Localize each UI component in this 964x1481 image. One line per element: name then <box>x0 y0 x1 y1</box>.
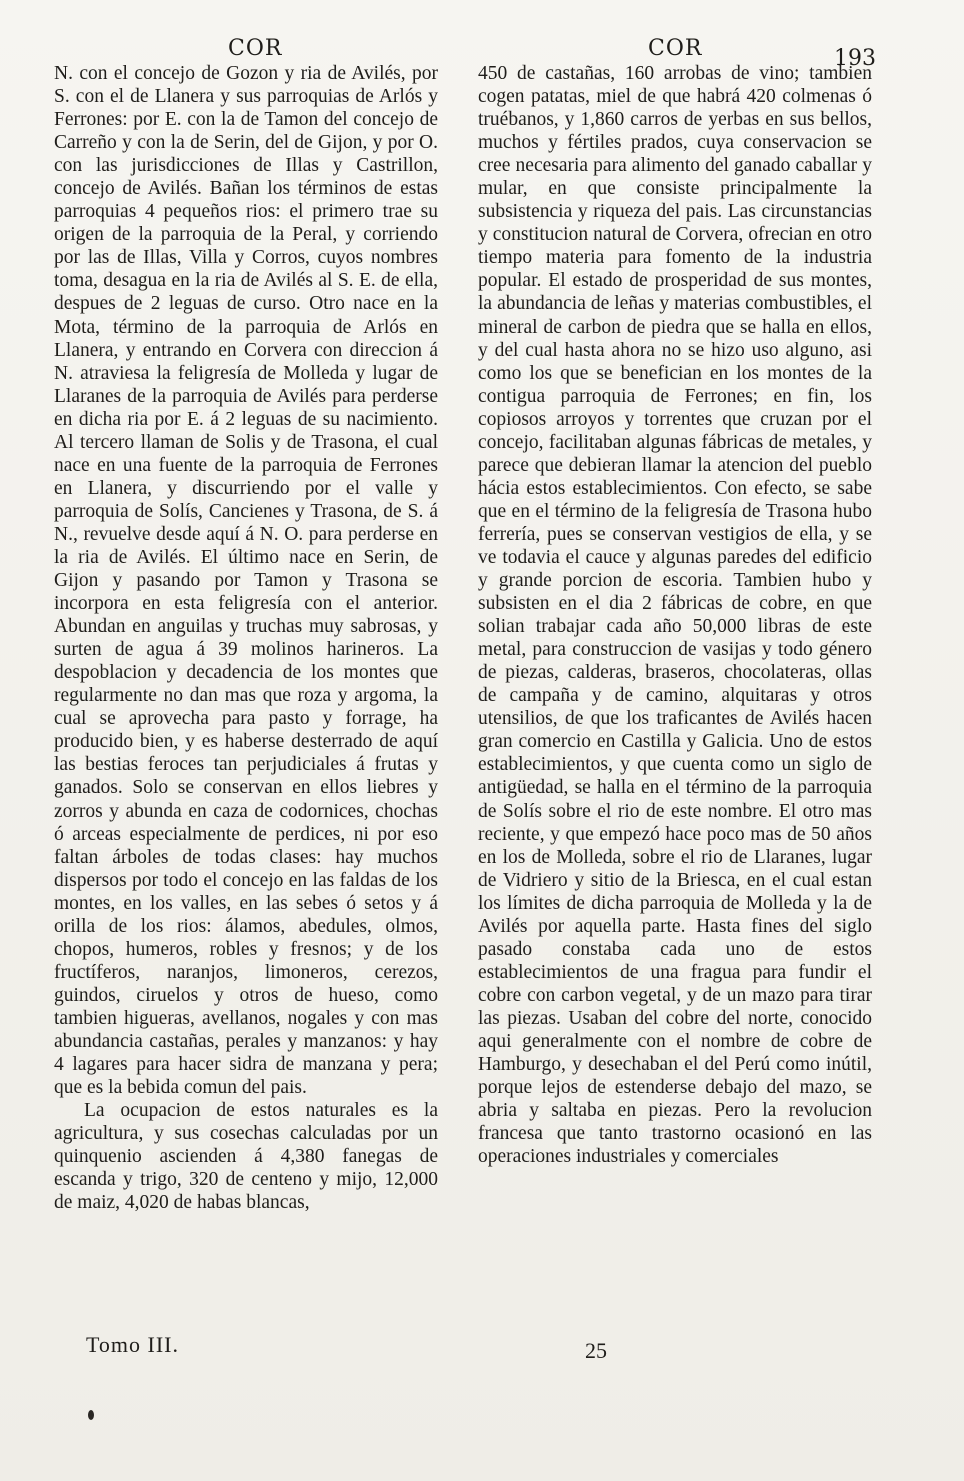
left-column <box>54 62 438 1214</box>
right-column <box>478 62 872 1168</box>
page-footer <box>0 1332 964 1372</box>
header-right-word: COR <box>648 36 703 61</box>
volume-signature: Tomo III. <box>86 1332 179 1357</box>
ink-speck <box>88 1410 94 1420</box>
left-paragraph-1: N. con el concejo de Gozon y ria de Avilés, por S. con el de Llanera y sus parroquias de Arlós y Ferrones: por E. con la de Tamon del concejo de Carreño y con la de Serin, del de Gijon, y por O. con las jurisdicciones de Illas y Castrillon, concejo de Avilés. Bañan los términos de estas parroquias 4 pequeños rios: el primero trae su origen de la parroquia de la Peral, y corriendo por las de Illas, Villa y Corros, cuyos nombres toma, desagua en la ria de Avilés al S. E. de ella, despues de 2 leguas de curso. Otro nace en la Mota, término de la parroquia de Arlós en Llanera, y entrando en Corvera con direccion á N. atraviesa la feligresía de Molleda y lugar de Llaranes de la parroquia de Avilés para perderse en dicha ria por E. á 2 leguas de su nacimiento. Al tercero llaman de Solis y de Trasona, el cual nace en una fuente de la parroquia de Ferrones en Llanera, y discurriendo por el valle y parroquia de Solís, Cancienes y Trasona, de S. á N., revuelve desde aquí á N. O. para perderse en la ria de Avilés. El último nace en Serin, de Gijon y pasando por Tamon y Trasona se incorpora en esta feligresía con el anterior. Abundan en anguilas y truchas muy sabrosas, y surten de agua á 39 molinos harineros. La despoblacion y decadencia de los montes que regularmente no dan mas que roza y argoma, la cual se aprovecha para pasto y forrage, ha producido bien, y es haberse desterrado de aquí las bestias feroces tan perjudiciales á frutas y ganados. Solo se conservan en ellos liebres y zorros y abunda en caza de codornices, chochas ó arceas especialmente de perdices, ni por eso faltan árboles de todas clases: hay muchos dispersos por todo el concejo en las faldas de los montes, en los valles, en las sebes ó setos y á orilla de los rios: álamos, abedules, olmos, chopos, humeros, robles y fresnos; y de los fructíferos, naranjos, limoneros, cerezos, guindos, ciruelos y otros de hueso, como tambien higueras, avellanos, nogales y con mas abundancia castañas, perales y manzanos: y hay 4 lagares para hacer sidra de manzana y pera; que es la bebida comun del pais. <box>54 63 438 1099</box>
sheet-number: 25 <box>585 1338 607 1363</box>
page-number: 193 <box>834 46 876 71</box>
right-paragraph-1: 450 de castañas, 160 arrobas de vino; tambien cogen patatas, miel de que habrá 420 colmenas ó truébanos, y 1,860 carros de yerbas en sus bellos, muchos y fértiles prados, cuya conservacion se cree necesaria para alimento del ganado caballar y mular, en que consiste principalmente la subsistencia y riqueza del pais. Las circunstancias y constitucion natural de Corvera, ofrecian en otro tiempo materia para fomento de la industria popular. El estado de prosperidad de sus montes, la abundancia de leñas y materias combustibles, el mineral de carbon de piedra que se halla en ellos, y del cual hasta ahora no se hizo uso alguno, asi como los que se benefician en los montes de la contigua parroquia de Ferrones; en fin, los copiosos arroyos y torrentes que cruzan por el concejo, facilitaban algunas fábricas de metales, y parece que debieran llamar la atencion del pueblo hácia estos establecimientos. Con efecto, se sabe que en el término de la feligresía de Trasona hubo ferrería, pues se conservan vestigios de ella, y se ve todavia el cauce y algunas paredes del edificio y grande porcion de escoria. Tambien hubo y subsisten en el dia 2 fábricas de cobre, en que solian trabajar cada año 50,000 libras de este metal, para construccion de vasijas y todo género de piezas, calderas, braseros, chocolateras, ollas de campaña y de camino, alquitaras y otros utensilios, de que los traficantes de Avilés hacen gran comercio en Castilla y Galicia. Uno de estos establecimientos, y que cuenta como un siglo de antigüedad, se halla en el término de la parroquia de Solís sobre el rio de este nombre. El otro mas reciente, y que empezó hace poco mas de 50 años en los de Molleda, sobre el rio de Llaranes, lugar de Vidriero y sitio de la Briesca, en el cual estan los límites de dicha parroquia de Molleda y la de Avilés por aquella parte. Hasta fines del siglo pasado constaba cada uno de estos establecimientos de una fragua para fundir el cobre con carbon vegetal, y de un mazo para tirar las piezas. Usaban del cobre del norte, conocido aqui generalmente con el nombre de cobre de Hamburgo, y desechaban el del Perú como inútil, porque lejos de estenderse debajo del mazo, se abria y saltaba en piezas. Pero la revolucion francesa que tanto trastorno ocasionó en las operaciones industriales y comerciales <box>478 63 872 1168</box>
header-left-word: COR <box>228 36 283 61</box>
left-paragraph-2: La ocupacion de estos naturales es la agricultura, y sus cosechas calculadas por un quinquenio ascienden á 4,380 fanegas de escanda y trigo, 320 de centeno y mijo, 12,000 de maiz, 4,020 de habas blancas, <box>54 1100 438 1214</box>
